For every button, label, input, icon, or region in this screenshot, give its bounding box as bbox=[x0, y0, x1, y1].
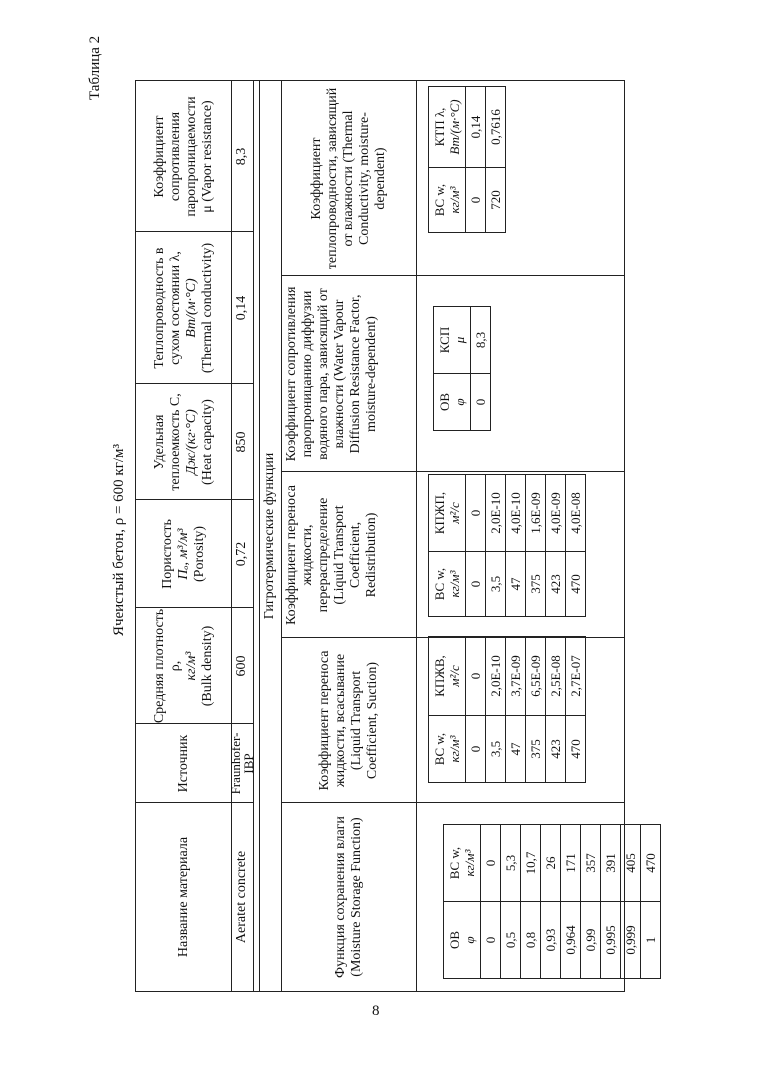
table-cell: 2,0E-10 bbox=[486, 637, 506, 716]
header-source: Источник bbox=[175, 734, 191, 793]
table-cell: 4,0E-08 bbox=[566, 475, 586, 552]
table-cell: 423 bbox=[546, 552, 566, 617]
table-cell: 470 bbox=[641, 825, 661, 902]
table-cell: 2,7E-07 bbox=[566, 637, 586, 716]
header-density-label: Средняя плотность ρ, bbox=[151, 608, 183, 724]
header-heat-label: Удельная теплоемкость C, bbox=[151, 393, 183, 491]
table-cell: 3,5 bbox=[486, 552, 506, 617]
table-cell: 0 bbox=[466, 552, 486, 617]
cell-name: Aeratet concrete bbox=[234, 850, 249, 944]
table-cell: 405 bbox=[621, 825, 641, 902]
header-porosity-en: (Porosity) bbox=[191, 526, 207, 582]
table-cell: 470 bbox=[566, 552, 586, 617]
table-cell: 357 bbox=[581, 825, 601, 902]
header-label: КПЖВ, bbox=[432, 655, 447, 697]
header-cell bbox=[434, 307, 471, 374]
table-cell: 4,0E-10 bbox=[506, 475, 526, 552]
table-row bbox=[566, 637, 586, 783]
table-cell: 0,99 bbox=[581, 902, 601, 979]
table-caption: Таблица 2 bbox=[87, 35, 103, 100]
header-density-en: (Bulk density) bbox=[199, 625, 215, 707]
header-density-unit: кг/м³ bbox=[183, 651, 199, 681]
header-unit: м²/с bbox=[447, 665, 462, 687]
main-table bbox=[135, 80, 658, 992]
table-cell: 0 bbox=[481, 825, 501, 902]
table-row bbox=[486, 87, 506, 233]
table-cell: 5,3 bbox=[501, 825, 521, 902]
header-thermal-conductivity bbox=[136, 232, 231, 384]
table-cell: 6,5E-09 bbox=[526, 637, 546, 716]
header-label: ВС w, bbox=[447, 846, 462, 880]
table-cell: 0 bbox=[466, 168, 486, 233]
header-label: КСП bbox=[437, 326, 452, 354]
table-cell: 0,93 bbox=[541, 902, 561, 979]
header-row bbox=[429, 475, 466, 617]
header-row bbox=[434, 307, 471, 431]
table-row bbox=[601, 825, 621, 979]
double-rule bbox=[259, 81, 260, 991]
header-cell bbox=[429, 475, 466, 552]
table-row bbox=[486, 637, 506, 783]
table-row bbox=[506, 475, 526, 617]
header-unit: м²/с bbox=[447, 502, 462, 524]
table-cell: 0,964 bbox=[561, 902, 581, 979]
table-row bbox=[521, 825, 541, 979]
table-cell: 0,5 bbox=[501, 902, 521, 979]
table-row bbox=[486, 475, 506, 617]
func-divider bbox=[281, 802, 624, 803]
table-cell: 171 bbox=[561, 825, 581, 902]
header-label: ОВ bbox=[437, 392, 452, 412]
table-cell: 720 bbox=[486, 168, 506, 233]
header-heat-unit: Дж/(кг·°С) bbox=[183, 409, 199, 475]
func-thermal-label: Коэффициент теплопроводности, зависящий от влажности (Thermal Conductivity, moisture-dependent) bbox=[308, 87, 388, 270]
table-cell: 47 bbox=[506, 716, 526, 783]
table-row bbox=[506, 637, 526, 783]
table-cell: 375 bbox=[526, 552, 546, 617]
table-cell: 0 bbox=[481, 902, 501, 979]
table-subtitle: Ячеистый бетон, ρ = 600 кг/м³ bbox=[111, 443, 127, 637]
cell-vapor-resistance: 8,3 bbox=[234, 147, 249, 166]
table-cell: 0,14 bbox=[466, 87, 486, 168]
table-row bbox=[561, 825, 581, 979]
func-vapor-diffusion-label: Коэффициент сопротивления паропроницанию диффузии водяного пара, зависящий от влажности (Water Vapour Diffusion Resistance Factor, moisture-dependent) bbox=[284, 286, 379, 462]
header-unit: φ bbox=[452, 398, 467, 406]
cell-porosity: 0,72 bbox=[234, 541, 249, 567]
table-cell: 2,5E-08 bbox=[546, 637, 566, 716]
table-cell: 0 bbox=[471, 374, 491, 431]
header-heat-en: (Heat capacity) bbox=[199, 399, 215, 485]
table-row bbox=[481, 825, 501, 979]
header-cell bbox=[429, 716, 466, 783]
table-cell: 0 bbox=[466, 637, 486, 716]
header-porosity-unit: Пₒ, м³/м³ bbox=[175, 528, 191, 580]
func-divider bbox=[281, 471, 624, 472]
table-cell: 0,7616 bbox=[486, 87, 506, 168]
table-cell: 423 bbox=[546, 716, 566, 783]
header-unit: μ bbox=[452, 336, 467, 344]
header-row bbox=[429, 87, 466, 233]
table-row bbox=[541, 825, 561, 979]
table-cell: 1 bbox=[641, 902, 661, 979]
table-cell: 470 bbox=[566, 716, 586, 783]
header-unit: кг/м³ bbox=[447, 735, 462, 763]
header-vapor-en: μ (Vapor resistance) bbox=[199, 100, 215, 213]
table-cell: 4,0E-09 bbox=[546, 475, 566, 552]
header-cond-en: (Thermal conductivity) bbox=[199, 242, 215, 374]
table-row bbox=[471, 307, 491, 431]
header-vapor-resistance bbox=[136, 81, 231, 232]
table-row bbox=[641, 825, 661, 979]
header-row bbox=[444, 825, 481, 979]
header-density bbox=[136, 608, 231, 724]
table-row bbox=[546, 475, 566, 617]
header-label: КТП λ, bbox=[432, 107, 447, 147]
header-name: Название материала bbox=[175, 836, 191, 958]
header-row bbox=[429, 637, 466, 783]
header-cell bbox=[429, 552, 466, 617]
table-cell: 3,5 bbox=[486, 716, 506, 783]
header-cell bbox=[434, 374, 471, 431]
header-unit: кг/м³ bbox=[447, 570, 462, 598]
header-cell bbox=[429, 168, 466, 233]
table-cell: 26 bbox=[541, 825, 561, 902]
table-cell: 3,7E-09 bbox=[506, 637, 526, 716]
header-label: ВС w, bbox=[432, 183, 447, 217]
header-label: КПЖП, bbox=[432, 491, 447, 535]
table-row bbox=[466, 475, 486, 617]
table-row bbox=[501, 825, 521, 979]
table-row bbox=[526, 475, 546, 617]
header-label: ВС w, bbox=[432, 732, 447, 766]
header-cell bbox=[444, 902, 481, 979]
table-cell: 0,999 bbox=[621, 902, 641, 979]
table-row bbox=[581, 825, 601, 979]
cell-thermal-conductivity: 0,14 bbox=[234, 295, 249, 321]
suction-table bbox=[428, 636, 586, 783]
header-unit: φ bbox=[462, 936, 477, 944]
table-cell: 0,8 bbox=[521, 902, 541, 979]
functions-rule bbox=[416, 81, 417, 991]
table-row bbox=[546, 637, 566, 783]
row-bottom-rule bbox=[253, 81, 254, 991]
cell-heat-capacity: 850 bbox=[234, 431, 249, 453]
table-cell: 10,7 bbox=[521, 825, 541, 902]
header-vapor-label: Коэффициент сопротивления паропроницаемости bbox=[151, 96, 199, 217]
table-cell: 0,995 bbox=[601, 902, 621, 979]
table-row bbox=[566, 475, 586, 617]
cell-source: Fraunhofer-IBP bbox=[228, 732, 256, 795]
table-cell: 0 bbox=[466, 475, 486, 552]
header-cell bbox=[429, 87, 466, 168]
func-suction-label: Коэффициент переноса жидкости, всасывание (Liquid Transport Coefficient, Suction) bbox=[316, 650, 380, 791]
table-cell: 8,3 bbox=[471, 307, 491, 374]
header-unit: кг/м³ bbox=[462, 849, 477, 877]
header-porosity-label: Пористость bbox=[159, 519, 175, 589]
page-number: 8 bbox=[372, 1003, 380, 1019]
header-label: ОВ bbox=[447, 930, 462, 950]
header-cell bbox=[444, 825, 481, 902]
header-heat-capacity bbox=[136, 384, 231, 500]
header-unit: кг/м³ bbox=[447, 186, 462, 214]
table-cell: 0 bbox=[466, 716, 486, 783]
section-title: Гигротермические функции bbox=[262, 452, 277, 620]
table-cell: 375 bbox=[526, 716, 546, 783]
header-porosity bbox=[136, 500, 231, 608]
table-cell: 47 bbox=[506, 552, 526, 617]
table-cell: 2,0E-10 bbox=[486, 475, 506, 552]
header-unit: Вт/(м·°С) bbox=[447, 99, 462, 155]
table-row bbox=[466, 87, 486, 233]
cell-density: 600 bbox=[234, 655, 249, 677]
thermal-conductivity-table bbox=[428, 86, 506, 233]
moisture-storage-table bbox=[443, 824, 661, 979]
func-storage-label: Функция сохранения влаги (Moisture Storage Function) bbox=[332, 816, 364, 978]
table-cell: 1,6E-09 bbox=[526, 475, 546, 552]
vapor-diffusion-table bbox=[433, 306, 491, 431]
table-row bbox=[466, 637, 486, 783]
table-cell: 391 bbox=[601, 825, 621, 902]
table-row bbox=[526, 637, 546, 783]
redistribution-table bbox=[428, 474, 586, 617]
header-cond-unit: Вт/(м·°С) bbox=[183, 278, 199, 338]
table-row bbox=[621, 825, 641, 979]
func-divider bbox=[281, 275, 624, 276]
header-cell bbox=[429, 637, 466, 716]
header-cond-label: Теплопроводность в сухом состоянии λ, bbox=[151, 247, 183, 369]
header-label: ВС w, bbox=[432, 567, 447, 601]
func-redistribution-label: Коэффициент переноса жидкости, перераспределение (Liquid Transport Coefficient, Redistribution) bbox=[284, 485, 379, 625]
